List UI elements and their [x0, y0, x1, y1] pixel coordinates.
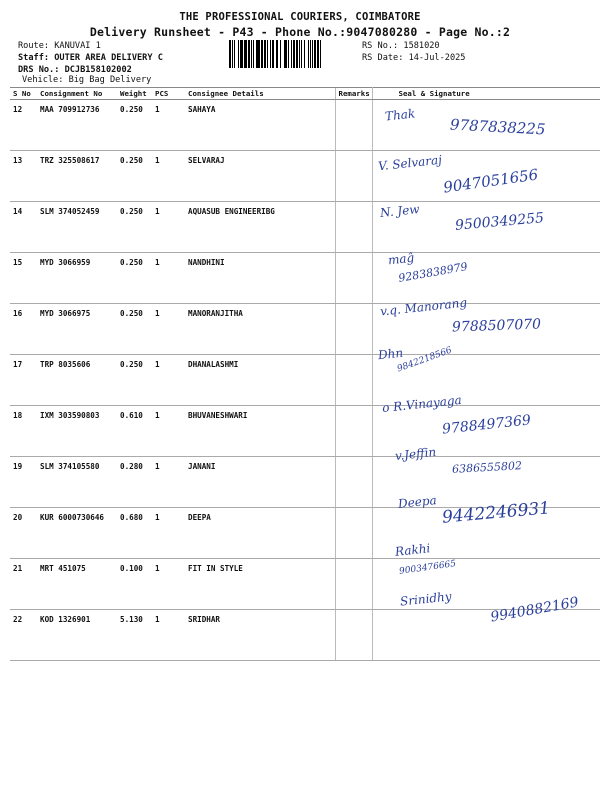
cell-weight: 0.250: [117, 355, 152, 406]
cell-pcs: 1: [152, 253, 185, 304]
table-row: [10, 508, 600, 559]
cell-consignment: SLM 374105580: [37, 457, 117, 508]
cell-seal-signature: [372, 250, 600, 304]
signature-scrawl: o R.Vinayaga: [381, 392, 463, 416]
handwritten-phone: 9788507070: [451, 316, 542, 336]
cell-consignment: MYD 3066975: [37, 304, 117, 355]
cell-weight: 0.250: [117, 304, 152, 355]
cell-remarks: [335, 610, 372, 661]
table-row: [10, 151, 600, 202]
col-header-seal-signature: Seal & Signature: [372, 88, 600, 100]
cell-consignee: SRIDHAR: [185, 610, 335, 661]
rs-date: RS Date: 14-Jul-2025: [362, 53, 466, 63]
cell-consignment: IXM 303590803: [37, 406, 117, 457]
cell-consignee: SAHAYA: [185, 100, 335, 151]
cell-pcs: 1: [152, 151, 185, 202]
vehicle-label: Vehicle: Big Bag Delivery: [22, 75, 152, 85]
cell-weight: 0.250: [117, 151, 152, 202]
signature-scrawl: V. Selvaraj: [377, 152, 443, 174]
signature-scrawl: maĝ: [387, 250, 415, 268]
cell-consignee: FIT IN STYLE: [185, 559, 335, 610]
runsheet-title: Delivery Runsheet - P43 - Phone No.:9047080280 - Page No.:2: [89, 25, 511, 39]
cell-seal-signature: [372, 202, 600, 253]
table-row: [10, 559, 600, 610]
signature-scrawl: v.Jeffin: [394, 444, 437, 464]
cell-consignment: TRZ 325508617: [37, 151, 117, 202]
cell-sno: 20: [10, 508, 37, 559]
table-row: [10, 253, 600, 304]
cell-pcs: 1: [152, 100, 185, 151]
table-row: [10, 457, 600, 508]
cell-weight: 0.280: [117, 457, 152, 508]
cell-weight: 0.250: [117, 202, 152, 253]
cell-consignee: SELVARAJ: [185, 151, 335, 202]
cell-sno: 16: [10, 304, 37, 355]
table-row: [10, 355, 600, 406]
cell-seal-signature: [372, 304, 600, 355]
signature-scrawl: Deepa: [397, 493, 438, 511]
table-row: [10, 100, 600, 151]
cell-weight: 5.130: [117, 610, 152, 661]
cell-weight: 0.250: [117, 253, 152, 304]
cell-seal-signature: [372, 406, 600, 457]
col-header-consignee: Consignee Details: [185, 88, 335, 100]
cell-consignment: MRT 451075: [37, 559, 117, 610]
cell-weight: 0.680: [117, 508, 152, 559]
col-header-pcs: PCS: [152, 88, 185, 100]
cell-consignee: MANORANJITHA: [185, 304, 335, 355]
cell-consignee: DEEPA: [185, 508, 335, 559]
cell-weight: 0.250: [117, 100, 152, 151]
cell-pcs: 1: [152, 457, 185, 508]
table-row: [10, 406, 600, 457]
cell-sno: 18: [10, 406, 37, 457]
rs-number: RS No.: 1581020: [362, 41, 440, 51]
cell-consignment: MAA 709912736: [37, 100, 117, 151]
cell-remarks: [335, 508, 372, 559]
cell-pcs: 1: [152, 508, 185, 559]
cell-sno: 14: [10, 202, 37, 253]
col-header-weight: Weight: [117, 88, 152, 100]
staff-label: Staff: OUTER AREA DELIVERY C: [18, 53, 163, 63]
col-header-sno: S No: [10, 88, 37, 100]
company-title: THE PROFESSIONAL COURIERS, COIMBATORE: [179, 11, 421, 23]
cell-pcs: 1: [152, 304, 185, 355]
signature-scrawl: Rakhi: [394, 541, 431, 559]
cell-sno: 22: [10, 610, 37, 661]
cell-seal-signature: [372, 457, 600, 508]
handwritten-phone: 9283838979: [397, 260, 469, 285]
cell-consignment: TRP 8035606: [37, 355, 117, 406]
cell-sno: 15: [10, 253, 37, 304]
cell-consignment: SLM 374052459: [37, 202, 117, 253]
handwritten-phone: 9047051656: [442, 165, 540, 197]
cell-remarks: [335, 100, 372, 151]
cell-remarks: [335, 406, 372, 457]
cell-seal-signature: [372, 151, 600, 202]
runsheet-table: [10, 87, 600, 661]
signature-scrawl: Thak: [384, 106, 416, 124]
cell-sno: 13: [10, 151, 37, 202]
cell-seal-signature: [372, 100, 600, 151]
cell-seal-signature: [372, 355, 600, 406]
cell-seal-signature: [372, 610, 600, 661]
cell-consignment: KUR 6000730646: [37, 508, 117, 559]
cell-sno: 21: [10, 559, 37, 610]
table-row: [10, 610, 600, 661]
cell-remarks: [335, 202, 372, 253]
handwritten-phone: 9842218566: [396, 345, 454, 375]
cell-weight: 0.100: [117, 559, 152, 610]
cell-remarks: [335, 253, 372, 304]
table-row: [10, 202, 600, 253]
signature-scrawl: v.q. Manorang: [379, 295, 468, 319]
cell-remarks: [335, 151, 372, 202]
cell-remarks: [335, 559, 372, 610]
drs-number: DRS No.: DCJB158102002: [18, 65, 132, 75]
cell-pcs: 1: [152, 559, 185, 610]
cell-sno: 12: [10, 100, 37, 151]
col-header-remarks: Remarks: [335, 88, 372, 100]
cell-seal-signature: [372, 508, 600, 559]
cell-consignment: MYD 3066959: [37, 253, 117, 304]
barcode-bar: [321, 40, 323, 68]
cell-consignee: AQUASUB ENGINEERIBG: [185, 202, 335, 253]
cell-remarks: [335, 355, 372, 406]
handwritten-phone: 9940882169: [489, 594, 580, 626]
table-header-row: [10, 88, 600, 100]
signature-scrawl: Srinidhy: [399, 589, 453, 609]
cell-pcs: 1: [152, 202, 185, 253]
handwritten-phone: 6386555802: [451, 459, 523, 476]
cell-pcs: 1: [152, 610, 185, 661]
cell-remarks: [335, 304, 372, 355]
handwritten-phone: 9500349255: [454, 210, 545, 234]
cell-consignee: JANANI: [185, 457, 335, 508]
cell-consignee: BHUVANESHWARI: [185, 406, 335, 457]
cell-sno: 19: [10, 457, 37, 508]
cell-consignee: NANDHINI: [185, 253, 335, 304]
route-label: Route: KANUVAI 1: [18, 41, 101, 51]
handwritten-phone: 9787838225: [449, 115, 546, 139]
handwritten-phone: 9788497369: [441, 412, 532, 438]
col-header-consignment: Consignment No: [37, 88, 117, 100]
cell-weight: 0.610: [117, 406, 152, 457]
cell-sno: 17: [10, 355, 37, 406]
cell-pcs: 1: [152, 355, 185, 406]
cell-seal-signature: [372, 559, 600, 610]
table-row: [10, 304, 600, 355]
barcode: [229, 40, 354, 68]
cell-consignment: KOD 1326901: [37, 610, 117, 661]
cell-remarks: [335, 457, 372, 508]
cell-consignee: DHANALASHMI: [185, 355, 335, 406]
signature-scrawl: N. Jew: [379, 201, 421, 221]
cell-pcs: 1: [152, 406, 185, 457]
handwritten-phone: 9003476665: [398, 559, 457, 577]
handwritten-phone: 9442246931: [441, 498, 551, 528]
signature-scrawl: Dhn: [377, 345, 404, 363]
